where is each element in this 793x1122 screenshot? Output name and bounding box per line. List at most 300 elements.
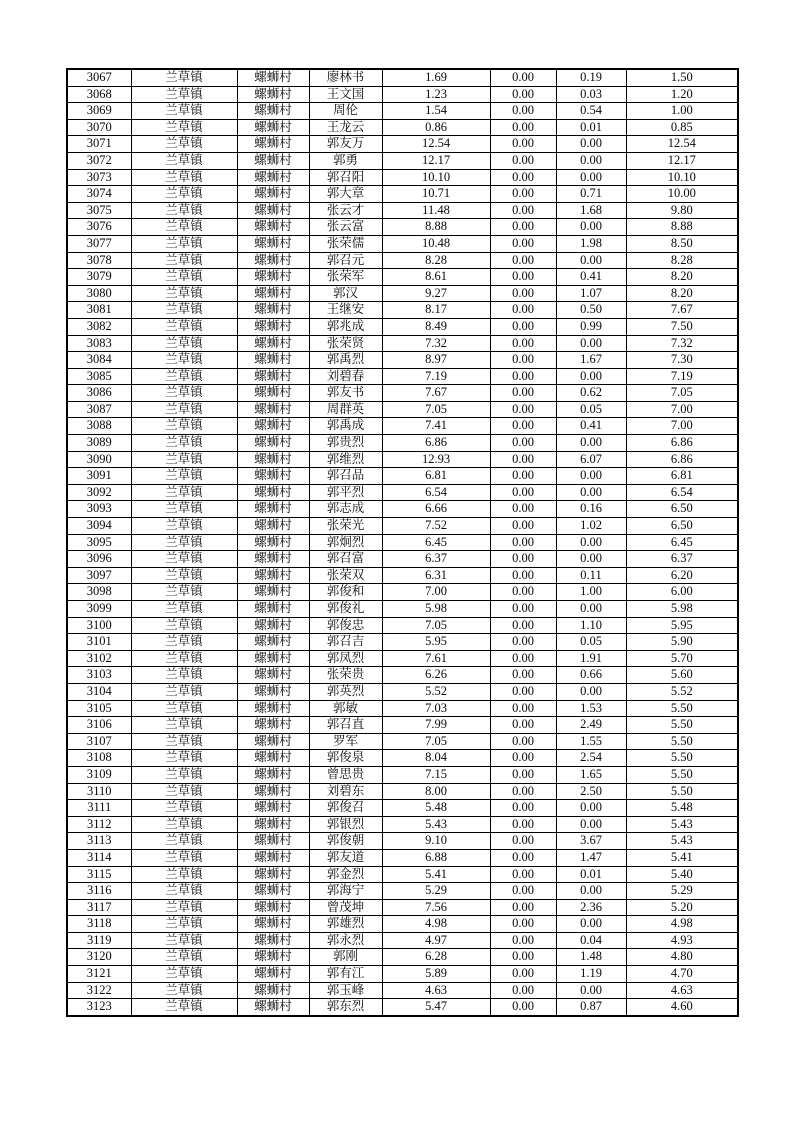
table-cell-value-2: 0.00 bbox=[490, 949, 556, 966]
table-cell-value-4: 4.70 bbox=[626, 966, 738, 983]
table-cell-value-1: 7.56 bbox=[382, 899, 490, 916]
table-cell-serial-number: 3118 bbox=[67, 916, 131, 933]
table-cell-value-2: 0.00 bbox=[490, 69, 556, 86]
table-cell-serial-number: 3111 bbox=[67, 800, 131, 817]
table-cell-serial-number: 3109 bbox=[67, 766, 131, 783]
table-cell-serial-number: 3098 bbox=[67, 584, 131, 601]
table-cell-town: 兰草镇 bbox=[131, 700, 237, 717]
table-cell-value-4: 1.00 bbox=[626, 103, 738, 120]
table-cell-value-4: 7.32 bbox=[626, 335, 738, 352]
table-cell-serial-number: 3093 bbox=[67, 501, 131, 518]
table-cell-value-4: 10.10 bbox=[626, 169, 738, 186]
table-cell-town: 兰草镇 bbox=[131, 816, 237, 833]
table-cell-village: 螺蛳村 bbox=[237, 800, 309, 817]
table-row bbox=[67, 567, 738, 584]
table-cell-value-1: 8.88 bbox=[382, 219, 490, 236]
table-cell-village: 螺蛳村 bbox=[237, 750, 309, 767]
table-cell-village: 螺蛳村 bbox=[237, 866, 309, 883]
table-cell-value-2: 0.00 bbox=[490, 103, 556, 120]
table-cell-serial-number: 3073 bbox=[67, 169, 131, 186]
table-cell-value-1: 6.81 bbox=[382, 468, 490, 485]
table-cell-value-4: 6.86 bbox=[626, 435, 738, 452]
table-row bbox=[67, 152, 738, 169]
table-cell-town: 兰草镇 bbox=[131, 634, 237, 651]
table-cell-name: 郭勇 bbox=[309, 152, 382, 169]
table-cell-value-3: 0.00 bbox=[556, 484, 626, 501]
table-cell-village: 螺蛳村 bbox=[237, 717, 309, 734]
table-cell-value-4: 4.98 bbox=[626, 916, 738, 933]
table-cell-serial-number: 3123 bbox=[67, 999, 131, 1016]
table-cell-value-2: 0.00 bbox=[490, 269, 556, 286]
table-cell-value-1: 7.15 bbox=[382, 766, 490, 783]
table-cell-town: 兰草镇 bbox=[131, 932, 237, 949]
table-cell-value-2: 0.00 bbox=[490, 518, 556, 535]
table-cell-value-2: 0.00 bbox=[490, 219, 556, 236]
table-cell-name: 郭东烈 bbox=[309, 999, 382, 1016]
table-cell-village: 螺蛳村 bbox=[237, 766, 309, 783]
table-cell-name: 郭雄烈 bbox=[309, 916, 382, 933]
table-cell-name: 郭召品 bbox=[309, 468, 382, 485]
table-row bbox=[67, 385, 738, 402]
table-cell-value-4: 8.20 bbox=[626, 285, 738, 302]
table-cell-town: 兰草镇 bbox=[131, 966, 237, 983]
table-cell-value-1: 5.98 bbox=[382, 601, 490, 618]
table-cell-name: 郭俊忠 bbox=[309, 617, 382, 634]
table-cell-value-1: 1.23 bbox=[382, 86, 490, 103]
table-cell-village: 螺蛳村 bbox=[237, 518, 309, 535]
table-cell-value-4: 5.50 bbox=[626, 733, 738, 750]
table-cell-name: 王继安 bbox=[309, 302, 382, 319]
table-row bbox=[67, 916, 738, 933]
table-cell-value-2: 0.00 bbox=[490, 700, 556, 717]
table-cell-value-4: 7.67 bbox=[626, 302, 738, 319]
table-cell-value-3: 0.00 bbox=[556, 683, 626, 700]
table-cell-serial-number: 3076 bbox=[67, 219, 131, 236]
table-cell-town: 兰草镇 bbox=[131, 368, 237, 385]
table-row bbox=[67, 584, 738, 601]
table-cell-value-1: 7.41 bbox=[382, 418, 490, 435]
table-cell-serial-number: 3099 bbox=[67, 601, 131, 618]
table-cell-town: 兰草镇 bbox=[131, 352, 237, 369]
table-cell-value-1: 4.63 bbox=[382, 982, 490, 999]
table-cell-name: 郭俊泉 bbox=[309, 750, 382, 767]
table-cell-village: 螺蛳村 bbox=[237, 949, 309, 966]
table-cell-town: 兰草镇 bbox=[131, 849, 237, 866]
table-cell-value-3: 6.07 bbox=[556, 451, 626, 468]
table-row bbox=[67, 285, 738, 302]
table-cell-serial-number: 3087 bbox=[67, 401, 131, 418]
table-cell-serial-number: 3072 bbox=[67, 152, 131, 169]
table-cell-value-2: 0.00 bbox=[490, 501, 556, 518]
table-cell-value-2: 0.00 bbox=[490, 883, 556, 900]
table-row bbox=[67, 534, 738, 551]
table-cell-value-4: 6.20 bbox=[626, 567, 738, 584]
table-cell-village: 螺蛳村 bbox=[237, 667, 309, 684]
table-cell-name: 郭海宁 bbox=[309, 883, 382, 900]
table-cell-serial-number: 3101 bbox=[67, 634, 131, 651]
table-cell-town: 兰草镇 bbox=[131, 683, 237, 700]
table-row bbox=[67, 484, 738, 501]
table-cell-town: 兰草镇 bbox=[131, 783, 237, 800]
table-cell-value-2: 0.00 bbox=[490, 318, 556, 335]
table-cell-serial-number: 3084 bbox=[67, 352, 131, 369]
table-cell-value-1: 8.00 bbox=[382, 783, 490, 800]
table-cell-town: 兰草镇 bbox=[131, 302, 237, 319]
table-cell-serial-number: 3112 bbox=[67, 816, 131, 833]
table-row bbox=[67, 733, 738, 750]
table-cell-village: 螺蛳村 bbox=[237, 302, 309, 319]
table-cell-value-3: 0.05 bbox=[556, 401, 626, 418]
table-cell-serial-number: 3114 bbox=[67, 849, 131, 866]
table-cell-serial-number: 3104 bbox=[67, 683, 131, 700]
table-row bbox=[67, 186, 738, 203]
table-cell-town: 兰草镇 bbox=[131, 385, 237, 402]
table-cell-value-1: 6.88 bbox=[382, 849, 490, 866]
table-cell-village: 螺蛳村 bbox=[237, 617, 309, 634]
table-cell-value-1: 8.49 bbox=[382, 318, 490, 335]
table-cell-name: 周伦 bbox=[309, 103, 382, 120]
table-cell-value-3: 0.71 bbox=[556, 186, 626, 203]
table-row bbox=[67, 318, 738, 335]
table-row bbox=[67, 451, 738, 468]
table-cell-town: 兰草镇 bbox=[131, 518, 237, 535]
table-cell-value-3: 0.00 bbox=[556, 551, 626, 568]
table-cell-value-3: 0.00 bbox=[556, 169, 626, 186]
table-cell-serial-number: 3113 bbox=[67, 833, 131, 850]
table-cell-village: 螺蛳村 bbox=[237, 186, 309, 203]
table-cell-village: 螺蛳村 bbox=[237, 601, 309, 618]
table-row bbox=[67, 683, 738, 700]
table-cell-value-3: 0.00 bbox=[556, 883, 626, 900]
table-cell-value-4: 5.60 bbox=[626, 667, 738, 684]
table-row bbox=[67, 435, 738, 452]
table-cell-value-3: 2.36 bbox=[556, 899, 626, 916]
table-cell-value-1: 6.37 bbox=[382, 551, 490, 568]
table-cell-value-2: 0.00 bbox=[490, 617, 556, 634]
table-cell-value-3: 2.50 bbox=[556, 783, 626, 800]
table-cell-village: 螺蛳村 bbox=[237, 385, 309, 402]
table-cell-town: 兰草镇 bbox=[131, 584, 237, 601]
table-cell-serial-number: 3097 bbox=[67, 567, 131, 584]
table-cell-value-4: 9.80 bbox=[626, 202, 738, 219]
table-cell-name: 郭有江 bbox=[309, 966, 382, 983]
table-cell-village: 螺蛳村 bbox=[237, 235, 309, 252]
table-cell-value-3: 0.50 bbox=[556, 302, 626, 319]
table-cell-value-3: 0.00 bbox=[556, 916, 626, 933]
table-row bbox=[67, 352, 738, 369]
table-cell-town: 兰草镇 bbox=[131, 650, 237, 667]
table-cell-value-2: 0.00 bbox=[490, 982, 556, 999]
table-cell-town: 兰草镇 bbox=[131, 202, 237, 219]
table-cell-value-4: 12.17 bbox=[626, 152, 738, 169]
table-row bbox=[67, 601, 738, 618]
table-cell-name: 郭俊和 bbox=[309, 584, 382, 601]
table-cell-value-4: 5.20 bbox=[626, 899, 738, 916]
table-cell-name: 刘碧春 bbox=[309, 368, 382, 385]
table-cell-town: 兰草镇 bbox=[131, 318, 237, 335]
table-cell-value-4: 5.95 bbox=[626, 617, 738, 634]
table-cell-value-2: 0.00 bbox=[490, 352, 556, 369]
table-cell-village: 螺蛳村 bbox=[237, 103, 309, 120]
table-cell-value-4: 5.29 bbox=[626, 883, 738, 900]
table-cell-value-3: 0.00 bbox=[556, 335, 626, 352]
table-cell-village: 螺蛳村 bbox=[237, 368, 309, 385]
table-cell-value-2: 0.00 bbox=[490, 202, 556, 219]
table-cell-value-3: 0.00 bbox=[556, 800, 626, 817]
table-cell-value-4: 6.45 bbox=[626, 534, 738, 551]
table-cell-name: 郭刚 bbox=[309, 949, 382, 966]
table-cell-value-2: 0.00 bbox=[490, 916, 556, 933]
table-cell-serial-number: 3078 bbox=[67, 252, 131, 269]
table-cell-serial-number: 3075 bbox=[67, 202, 131, 219]
table-cell-value-2: 0.00 bbox=[490, 468, 556, 485]
table-row bbox=[67, 501, 738, 518]
table-cell-town: 兰草镇 bbox=[131, 982, 237, 999]
table-cell-serial-number: 3092 bbox=[67, 484, 131, 501]
table-cell-value-3: 1.68 bbox=[556, 202, 626, 219]
table-cell-serial-number: 3079 bbox=[67, 269, 131, 286]
table-cell-name: 曾茂坤 bbox=[309, 899, 382, 916]
table-cell-value-4: 5.40 bbox=[626, 866, 738, 883]
table-cell-value-2: 0.00 bbox=[490, 152, 556, 169]
table-row bbox=[67, 634, 738, 651]
table-cell-serial-number: 3108 bbox=[67, 750, 131, 767]
table-cell-value-2: 0.00 bbox=[490, 451, 556, 468]
table-cell-value-4: 6.00 bbox=[626, 584, 738, 601]
table-cell-value-3: 0.66 bbox=[556, 667, 626, 684]
table-cell-village: 螺蛳村 bbox=[237, 634, 309, 651]
table-cell-value-2: 0.00 bbox=[490, 667, 556, 684]
table-cell-name: 郭俊召 bbox=[309, 800, 382, 817]
table-cell-value-3: 0.00 bbox=[556, 368, 626, 385]
table-cell-name: 郭兆成 bbox=[309, 318, 382, 335]
table-cell-value-2: 0.00 bbox=[490, 584, 556, 601]
table-cell-name: 郭英烈 bbox=[309, 683, 382, 700]
table-cell-village: 螺蛳村 bbox=[237, 418, 309, 435]
table-cell-name: 张荣儒 bbox=[309, 235, 382, 252]
table-cell-name: 王龙云 bbox=[309, 119, 382, 136]
table-cell-value-4: 5.90 bbox=[626, 634, 738, 651]
table-cell-value-1: 1.54 bbox=[382, 103, 490, 120]
table-cell-value-1: 9.10 bbox=[382, 833, 490, 850]
table-cell-serial-number: 3089 bbox=[67, 435, 131, 452]
table-cell-name: 曾思贵 bbox=[309, 766, 382, 783]
table-cell-value-4: 10.00 bbox=[626, 186, 738, 203]
table-cell-value-2: 0.00 bbox=[490, 136, 556, 153]
table-row bbox=[67, 982, 738, 999]
table-cell-value-4: 5.70 bbox=[626, 650, 738, 667]
table-cell-village: 螺蛳村 bbox=[237, 783, 309, 800]
table-cell-town: 兰草镇 bbox=[131, 601, 237, 618]
table-cell-value-2: 0.00 bbox=[490, 766, 556, 783]
table-cell-value-2: 0.00 bbox=[490, 335, 556, 352]
table-cell-town: 兰草镇 bbox=[131, 252, 237, 269]
table-cell-value-3: 1.47 bbox=[556, 849, 626, 866]
table-cell-value-2: 0.00 bbox=[490, 783, 556, 800]
table-cell-value-3: 0.16 bbox=[556, 501, 626, 518]
table-cell-serial-number: 3081 bbox=[67, 302, 131, 319]
table-cell-value-1: 7.32 bbox=[382, 335, 490, 352]
table-cell-value-2: 0.00 bbox=[490, 385, 556, 402]
table-cell-name: 张荣光 bbox=[309, 518, 382, 535]
table-cell-serial-number: 3120 bbox=[67, 949, 131, 966]
table-cell-value-2: 0.00 bbox=[490, 252, 556, 269]
table-cell-town: 兰草镇 bbox=[131, 103, 237, 120]
table-cell-value-1: 5.29 bbox=[382, 883, 490, 900]
table-cell-serial-number: 3094 bbox=[67, 518, 131, 535]
table-cell-value-1: 5.43 bbox=[382, 816, 490, 833]
table-cell-value-3: 0.00 bbox=[556, 816, 626, 833]
table-cell-value-2: 0.00 bbox=[490, 368, 556, 385]
table-cell-value-3: 1.10 bbox=[556, 617, 626, 634]
table-cell-name: 郭金烈 bbox=[309, 866, 382, 883]
table-cell-serial-number: 3103 bbox=[67, 667, 131, 684]
table-cell-name: 张云富 bbox=[309, 219, 382, 236]
table-cell-value-4: 7.19 bbox=[626, 368, 738, 385]
table-cell-value-3: 0.05 bbox=[556, 634, 626, 651]
table-cell-serial-number: 3116 bbox=[67, 883, 131, 900]
table-cell-value-2: 0.00 bbox=[490, 899, 556, 916]
table-row bbox=[67, 617, 738, 634]
table-cell-value-1: 7.61 bbox=[382, 650, 490, 667]
table-cell-town: 兰草镇 bbox=[131, 401, 237, 418]
table-cell-village: 螺蛳村 bbox=[237, 916, 309, 933]
table-cell-value-4: 7.00 bbox=[626, 401, 738, 418]
table-cell-serial-number: 3102 bbox=[67, 650, 131, 667]
table-cell-value-4: 5.41 bbox=[626, 849, 738, 866]
table-cell-value-2: 0.00 bbox=[490, 816, 556, 833]
table-cell-name: 郭友书 bbox=[309, 385, 382, 402]
table-cell-value-1: 6.26 bbox=[382, 667, 490, 684]
table-cell-village: 螺蛳村 bbox=[237, 86, 309, 103]
table-cell-value-1: 9.27 bbox=[382, 285, 490, 302]
table-cell-value-4: 7.50 bbox=[626, 318, 738, 335]
table-cell-value-2: 0.00 bbox=[490, 601, 556, 618]
table-cell-value-3: 1.07 bbox=[556, 285, 626, 302]
table-cell-name: 张荣双 bbox=[309, 567, 382, 584]
table-cell-village: 螺蛳村 bbox=[237, 551, 309, 568]
table-cell-value-4: 5.50 bbox=[626, 750, 738, 767]
table-cell-value-1: 7.00 bbox=[382, 584, 490, 601]
table-cell-village: 螺蛳村 bbox=[237, 683, 309, 700]
table-cell-village: 螺蛳村 bbox=[237, 318, 309, 335]
table-cell-value-1: 6.54 bbox=[382, 484, 490, 501]
table-cell-value-2: 0.00 bbox=[490, 119, 556, 136]
table-cell-value-1: 7.03 bbox=[382, 700, 490, 717]
table-cell-village: 螺蛳村 bbox=[237, 468, 309, 485]
table-cell-value-3: 0.87 bbox=[556, 999, 626, 1016]
table-cell-name: 郭敏 bbox=[309, 700, 382, 717]
table-row bbox=[67, 69, 738, 86]
table-cell-serial-number: 3082 bbox=[67, 318, 131, 335]
table-row bbox=[67, 766, 738, 783]
table-cell-value-4: 5.50 bbox=[626, 717, 738, 734]
table-row bbox=[67, 883, 738, 900]
table-cell-value-3: 0.00 bbox=[556, 152, 626, 169]
table-cell-name: 张云才 bbox=[309, 202, 382, 219]
table-cell-name: 王文国 bbox=[309, 86, 382, 103]
table-cell-value-2: 0.00 bbox=[490, 86, 556, 103]
table-cell-village: 螺蛳村 bbox=[237, 285, 309, 302]
table-row bbox=[67, 119, 738, 136]
table-cell-value-1: 6.31 bbox=[382, 567, 490, 584]
table-row bbox=[67, 816, 738, 833]
table-cell-value-1: 5.95 bbox=[382, 634, 490, 651]
table-cell-name: 郭友道 bbox=[309, 849, 382, 866]
table-cell-serial-number: 3088 bbox=[67, 418, 131, 435]
table-cell-town: 兰草镇 bbox=[131, 750, 237, 767]
table-cell-value-2: 0.00 bbox=[490, 302, 556, 319]
table-cell-village: 螺蛳村 bbox=[237, 152, 309, 169]
table-cell-village: 螺蛳村 bbox=[237, 700, 309, 717]
table-cell-value-1: 8.28 bbox=[382, 252, 490, 269]
table-cell-village: 螺蛳村 bbox=[237, 849, 309, 866]
table-row bbox=[67, 86, 738, 103]
table-row bbox=[67, 335, 738, 352]
table-cell-value-4: 1.20 bbox=[626, 86, 738, 103]
table-cell-value-4: 7.05 bbox=[626, 385, 738, 402]
table-cell-value-3: 1.98 bbox=[556, 235, 626, 252]
table-cell-serial-number: 3069 bbox=[67, 103, 131, 120]
table-cell-value-2: 0.00 bbox=[490, 833, 556, 850]
table-cell-village: 螺蛳村 bbox=[237, 966, 309, 983]
table-cell-village: 螺蛳村 bbox=[237, 650, 309, 667]
table-cell-town: 兰草镇 bbox=[131, 567, 237, 584]
table-cell-value-3: 0.01 bbox=[556, 866, 626, 883]
table-row bbox=[67, 783, 738, 800]
table-row bbox=[67, 700, 738, 717]
table-cell-value-3: 0.00 bbox=[556, 136, 626, 153]
table-row bbox=[67, 750, 738, 767]
table-cell-town: 兰草镇 bbox=[131, 717, 237, 734]
table-cell-value-1: 5.48 bbox=[382, 800, 490, 817]
table-row bbox=[67, 252, 738, 269]
table-row bbox=[67, 202, 738, 219]
table-cell-town: 兰草镇 bbox=[131, 235, 237, 252]
table-row bbox=[67, 368, 738, 385]
table-cell-value-3: 0.01 bbox=[556, 119, 626, 136]
table-cell-serial-number: 3100 bbox=[67, 617, 131, 634]
table-cell-serial-number: 3068 bbox=[67, 86, 131, 103]
table-cell-serial-number: 3122 bbox=[67, 982, 131, 999]
table-cell-value-2: 0.00 bbox=[490, 966, 556, 983]
table-cell-value-1: 8.04 bbox=[382, 750, 490, 767]
table-cell-value-4: 7.00 bbox=[626, 418, 738, 435]
table-cell-name: 郭俊礼 bbox=[309, 601, 382, 618]
table-cell-value-4: 4.63 bbox=[626, 982, 738, 999]
table-cell-village: 螺蛳村 bbox=[237, 932, 309, 949]
table-cell-value-3: 1.53 bbox=[556, 700, 626, 717]
table-cell-town: 兰草镇 bbox=[131, 733, 237, 750]
table-cell-name: 郭俊朝 bbox=[309, 833, 382, 850]
table-cell-name: 郭玉峰 bbox=[309, 982, 382, 999]
table-cell-village: 螺蛳村 bbox=[237, 202, 309, 219]
table-cell-value-3: 0.00 bbox=[556, 219, 626, 236]
table-row bbox=[67, 551, 738, 568]
table-cell-name: 郭禹烈 bbox=[309, 352, 382, 369]
table-cell-name: 郭维烈 bbox=[309, 451, 382, 468]
table-cell-name: 张荣贵 bbox=[309, 667, 382, 684]
table-cell-value-3: 1.67 bbox=[556, 352, 626, 369]
table-cell-value-1: 12.93 bbox=[382, 451, 490, 468]
table-cell-value-3: 0.11 bbox=[556, 567, 626, 584]
table-cell-value-4: 0.85 bbox=[626, 119, 738, 136]
table-cell-value-4: 7.30 bbox=[626, 352, 738, 369]
table-row bbox=[67, 866, 738, 883]
table-cell-value-1: 7.67 bbox=[382, 385, 490, 402]
table-cell-serial-number: 3106 bbox=[67, 717, 131, 734]
table-cell-village: 螺蛳村 bbox=[237, 401, 309, 418]
